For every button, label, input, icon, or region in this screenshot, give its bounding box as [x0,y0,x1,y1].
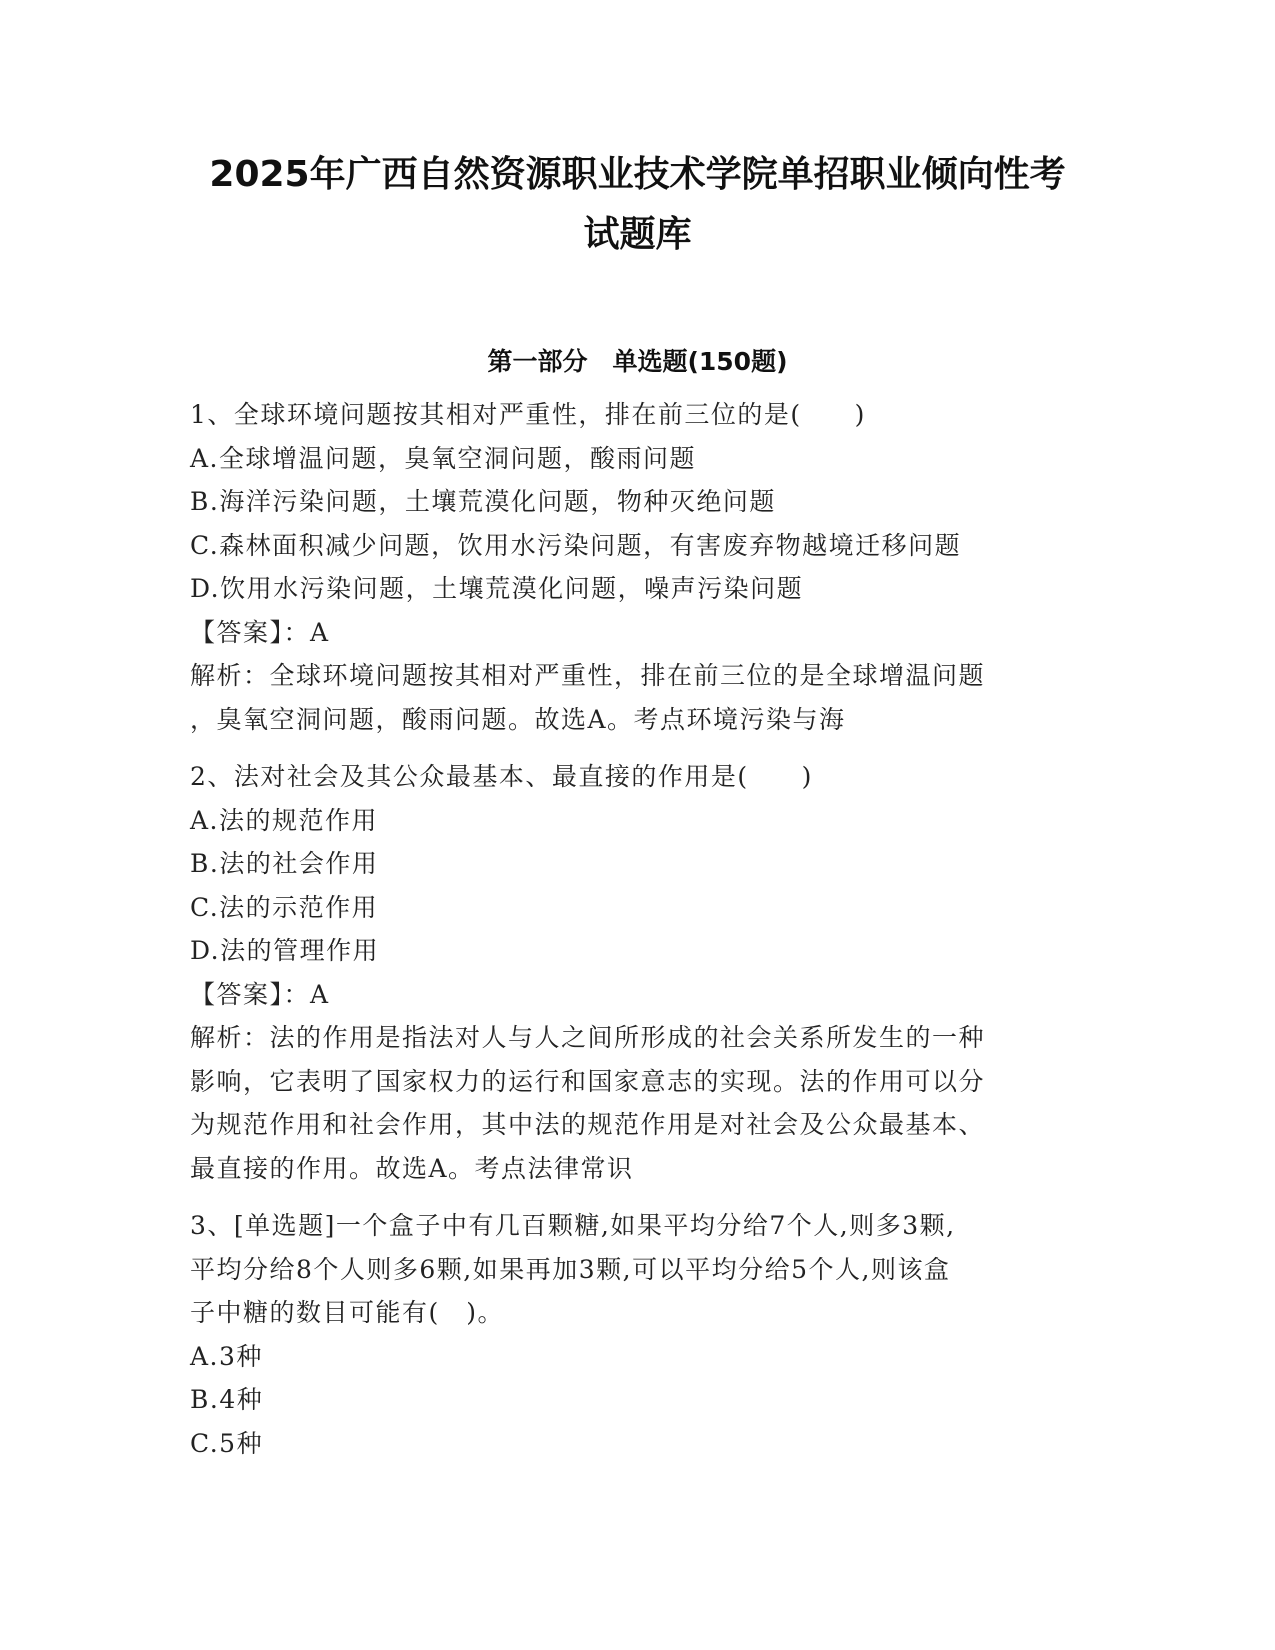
analysis-line: 解析：法的作用是指法对人与人之间所形成的社会关系所发生的一种 [190,1023,986,1052]
option-a: A.3种 [190,1341,263,1371]
question-stem: 3、[单选题]一个盒子中有几百颗糖,如果平均分给7个人,则多3颗, [190,1211,956,1240]
question-2 [190,755,1090,1190]
section-heading: 第一部分 单选题(150题) [487,347,788,376]
spacer [190,741,1090,755]
option-d: D.法的管理作用 [190,936,380,965]
question-1 [190,393,1090,741]
option-c: C.5种 [190,1428,264,1458]
question-stem: 2、法对社会及其公众最基本、最直接的作用是( ) [190,762,813,791]
option-b: B.海洋污染问题，土壤荒漠化问题，物种灭绝问题 [190,487,776,516]
analysis-line: 最直接的作用。故选A。考点法律常识 [190,1153,634,1183]
title-line: 试题库 [583,214,692,255]
option-d: D.饮用水污染问题，土壤荒漠化问题，噪声污染问题 [190,574,804,603]
analysis-line: ，臭氧空洞问题，酸雨问题。故选A。考点环境污染与海 [190,704,846,734]
option-c: C.法的示范作用 [190,892,379,922]
document-title [150,145,1125,265]
question-stem: 1、全球环境问题按其相对严重性，排在前三位的是( ) [190,400,866,429]
spacer [190,1190,1090,1204]
question-list [190,393,1090,1465]
option-b: B.法的社会作用 [190,849,379,878]
option-a: A.全球增温问题，臭氧空洞问题，酸雨问题 [190,443,697,473]
option-c: C.森林面积减少问题，饮用水污染问题，有害废弃物越境迁移问题 [190,530,962,560]
question-stem: 子中糖的数目可能有( )。 [190,1298,505,1327]
answer: 【答案】：A [190,979,330,1009]
analysis-line: 解析：全球环境问题按其相对严重性，排在前三位的是全球增温问题 [190,661,986,690]
title-line: 2025年广西自然资源职业技术学院单招职业倾向性考 [209,154,1066,195]
question-3 [190,1204,1090,1465]
option-a: A.法的规范作用 [190,805,379,835]
answer: 【答案】：A [190,617,330,647]
analysis-line: 为规范作用和社会作用，其中法的规范作用是对社会及公众最基本、 [190,1110,986,1139]
option-b: B.4种 [190,1385,264,1414]
question-stem: 平均分给8个人则多6颗,如果再加3颗,可以平均分给5个人,则该盒 [190,1254,951,1284]
analysis-line: 影响，它表明了国家权力的运行和国家意志的实现。法的作用可以分 [190,1066,986,1096]
